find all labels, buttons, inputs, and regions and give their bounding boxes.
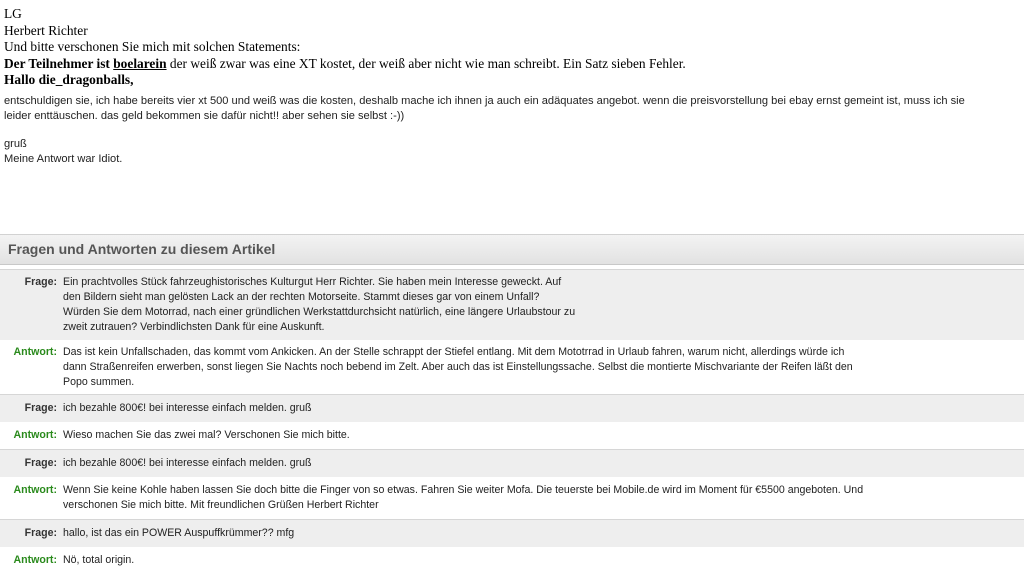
question-row [0, 519, 1024, 547]
qa-list [0, 269, 1024, 574]
answer-line: Das ist kein Unfallschaden, das kommt vom Ankicken. An der Stelle schrappt der Stiefel entlang. Mit dem Mototrrad in Urlaub fahren, warum nicht, allerdings würde ich [63, 346, 845, 358]
question-label: Frage: [24, 276, 57, 288]
quote-rest: der weiß zwar was eine XT kostet, der weiß aber nicht wie man schreibt. Ein Satz sieben Fehler. [166, 55, 686, 71]
quoted-statement [4, 56, 1022, 73]
user-link-boelarein[interactable]: boelarein [113, 55, 167, 71]
question-line: den Bildern sieht man gelösten Lack an der rechten Motorseite. Stammt dieses gar von einem Unfall? [63, 291, 540, 303]
greeting: LG [4, 6, 22, 21]
question-text: ich bezahle 800€! bei interesse einfach melden. gruß [63, 402, 312, 414]
answer-text: Wieso machen Sie das zwei mal? Verschonen Sie mich bitte. [63, 429, 350, 441]
quote-prefix: Der Teilnehmer ist [4, 55, 114, 71]
answer-row [0, 547, 1024, 574]
answer-line: Wenn Sie keine Kohle haben lassen Sie doch bitte die Finger von so etwas. Fahren Sie weiter Mofa. Die teuerste bei Mobile.de wird im Moment für €5500 angeboten. Und [63, 484, 864, 496]
answer-text [63, 483, 1024, 513]
question-row [0, 269, 1024, 340]
question-text [63, 275, 1024, 335]
reply-closing: gruß [4, 138, 27, 150]
question-label: Frage: [24, 402, 57, 414]
answer-line: Popo summen. [63, 376, 135, 388]
qa-section-title: Fragen und Antworten zu diesem Artikel [8, 241, 276, 257]
reply-line: leider enttäuschen. das geld bekommen sie dafür nicht!! aber sehen sie selbst :-)) [4, 110, 405, 122]
answer-label: Antwort: [13, 429, 57, 441]
question-row [0, 449, 1024, 477]
question-label: Frage: [24, 527, 57, 539]
answer-label: Antwort: [13, 554, 57, 566]
buyer-reply [4, 94, 1024, 167]
request-line: Und bitte verschonen Sie mich mit solchen Statements: [4, 39, 301, 54]
salutation: Hallo die_dragonballs, [4, 72, 134, 87]
question-line: Würden Sie dem Motorrad, nach einer gründlichen Werkstattdurchsicht natürlich, eine längere Urlaubstour zu [63, 306, 576, 318]
reply-note: Meine Antwort war Idiot. [4, 153, 123, 165]
answer-line: verschonen Sie mich bitte. Mit freundlichen Grüßen Herbert Richter [63, 499, 379, 511]
question-line: zweit zutrauen? Verbindlichsten Dank für eine Auskunft. [63, 321, 325, 333]
reply-line: entschuldigen sie, ich habe bereits vier xt 500 und weiß was die kosten, deshalb mache ich ihnen ja auch ein adäquates angebot. wenn die preisvorstellung bei ebay ernst gemeint ist, muss ich sie [4, 95, 965, 107]
answer-line: dann Straßenreifen erwerben, sonst liegen Sie Nachts noch bebend im Zelt. Aber auch das ist Einstellungssache. Selbst die montierte Mischvariante der Reifen läßt den [63, 361, 853, 373]
question-row [0, 394, 1024, 422]
question-label: Frage: [24, 457, 57, 469]
email-letter [4, 6, 1022, 89]
question-text: hallo, ist das ein POWER Auspuffkrümmer?? mfg [63, 527, 295, 539]
answer-text: Nö, total origin. [63, 554, 135, 566]
answer-label: Antwort: [13, 346, 57, 358]
answer-row [0, 422, 1024, 449]
answer-text [63, 345, 1024, 390]
answer-label: Antwort: [13, 484, 57, 496]
question-line: Ein prachtvolles Stück fahrzeughistorisches Kulturgut Herr Richter. Sie haben mein Interesse geweckt. Auf [63, 276, 562, 288]
question-text: ich bezahle 800€! bei interesse einfach melden. gruß [63, 457, 312, 469]
qa-section-header [0, 234, 1024, 265]
signature: Herbert Richter [4, 22, 88, 38]
answer-row [0, 340, 1024, 394]
answer-row [0, 477, 1024, 519]
